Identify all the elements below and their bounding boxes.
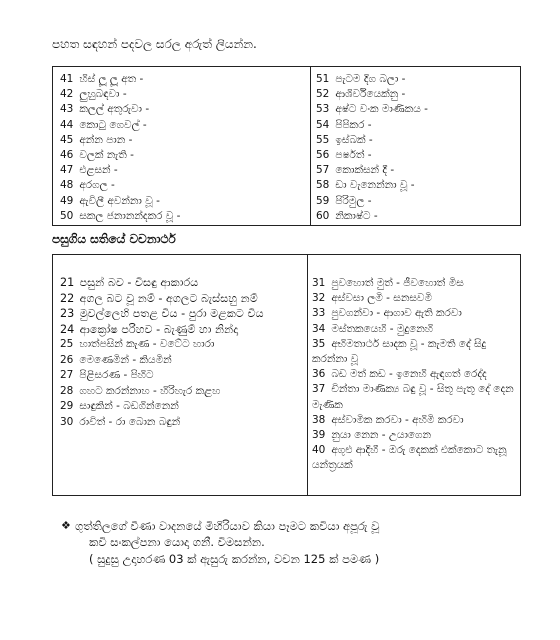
vocab-item: 46 වලක් නැති - [60,149,134,162]
vocab-item: 48 අරගල - [60,179,115,192]
answer-item: 27 පිළිසරණ - පිහිට [60,369,154,381]
answer-item: 34 මස්තකයෙහි - මුදුනෙහි [312,322,434,335]
answer-item: 23 මුවල්ලෙහි පතළ විය - පුරා මළකට විය [60,307,264,320]
vocab-item: 44 කොටු ගෙවල් - [60,118,147,131]
vocab-item: 54 පිපිකර - [316,118,372,131]
answer-item: 35 අභිමතාර්ථ සාදක වූ - කැමති දේ සිදු කරන්නා වූ [312,337,487,366]
questions-right-column [316,72,516,224]
answer-item: 38 අස්වාමික කරවා - අහිමි කරවා [312,413,464,426]
answers-left-column [60,275,304,430]
vocab-item: 43 කලල් අතුරුවා - [60,103,150,116]
answer-item: 24 ආක්‍රෝෂ පරිහව - බැණුම් හා නින්දා [60,322,239,336]
vocab-item: 56 පර්ෂත් - [316,149,372,162]
vocab-item: 57 කොක්සන් දී - [316,164,395,177]
answer-item: 31 පුවහොත් මුත් - ජීවහොත් මිස [312,277,464,289]
answer-item: 28 ගහට කරන්නාහ - හිරිහැර කළහ [60,384,221,397]
answer-item: 37 චින්තා මාණික්‍ය බඳු වූ - සිතූ පැතූ දේ දෙන මැණික [312,383,514,411]
answer-item: 36 බඩ මත් කඩ - ඉනෙහි ඇඳගත් රෙද්ද [312,368,487,381]
diamond-bullet-icon: ❖ [61,519,71,532]
vocab-box-questions [52,66,521,226]
section-heading: පසුගිය සතියේ වචනාර්ථ [52,232,176,246]
essay-line-1: ගුත්තිලගේ වීණා වාදනයේ මිහිරියාව කියා පෑමට කවියා අපූරු වූ [75,519,380,533]
answer-item: 21 පසුන් බව - විසඳු ආකාරය [60,276,199,289]
answer-item: 33 පුවගන්වා - ආගාව ඇති කරවා [312,307,462,320]
answer-item: 26 මෙණෙමින් - කියමින් [60,353,172,366]
essay-line-3: ( සුදුසු උදාහරණ 03 ක් ඇසුරු කරන්න, වචන 125 ක් පමණ ) [89,552,380,566]
instruction-text: පහත සඳහන් පදවල සරල අරුත් ලියන්න. [52,37,257,51]
vocab-item: 41 හිස් ලූ ලූ අත - [60,73,144,85]
vocab-item: 51 පැටම දිග බලා - [316,73,406,85]
vocab-item: 59 පිරිමුල - [316,194,372,207]
answer-item: 39 නුයා නෙන - උයාගෙන [312,429,432,442]
answer-item: 29 සාඳුකින් - බඩගින්නෙන් [60,400,179,412]
answer-item: 22 අගල බට වූ නම් - අගලට බැස්සහු නම් [60,291,258,305]
questions-left-column [60,72,305,224]
vocab-item: 42 ලුහුබඳවා - [60,88,127,101]
vocab-item: 58 ඩා වැනෙන්නා වූ - [316,179,415,192]
essay-line-2: කවි සංකල්පනා යොදා ගනී. විමසන්න. [89,535,265,549]
vocab-item: 45 අන්න පාන - [60,133,133,146]
vocab-item: 60 නිකාෂ්ට - [316,209,378,222]
column-divider [310,67,311,225]
answer-item: 25 හාත්පසින් කැණ - වටේට හාරා [60,338,215,350]
answer-item: 40 අගුළු ආදිහී - ඔරු දෙකක් එක්කොට තැනූ යන්ත්‍රයක් [312,444,507,472]
answer-item: 32 අස්වසා ලමි - සනසවමි [312,292,433,305]
vocab-item: 53 අෂ්ට වංක මාණිකය - [316,103,428,116]
answer-item: 30 රාවිත් - රා බොන බඳුන් [60,415,181,428]
vocab-box-answers [52,254,521,496]
vocab-item: 47 එළසන් - [60,164,118,177]
vocab-item: 55 ඉස්බක් - [316,133,373,146]
vocab-item: 50 සකල ජනානන්දකර වූ - [60,209,181,222]
vocab-item: 49 ඇවිලී අවන්නා වූ - [60,194,160,207]
column-divider [307,255,308,495]
answers-right-column [312,276,517,474]
vocab-item: 52 ආශිර්වියෙක්නු - [316,88,406,101]
essay-question [61,518,515,567]
